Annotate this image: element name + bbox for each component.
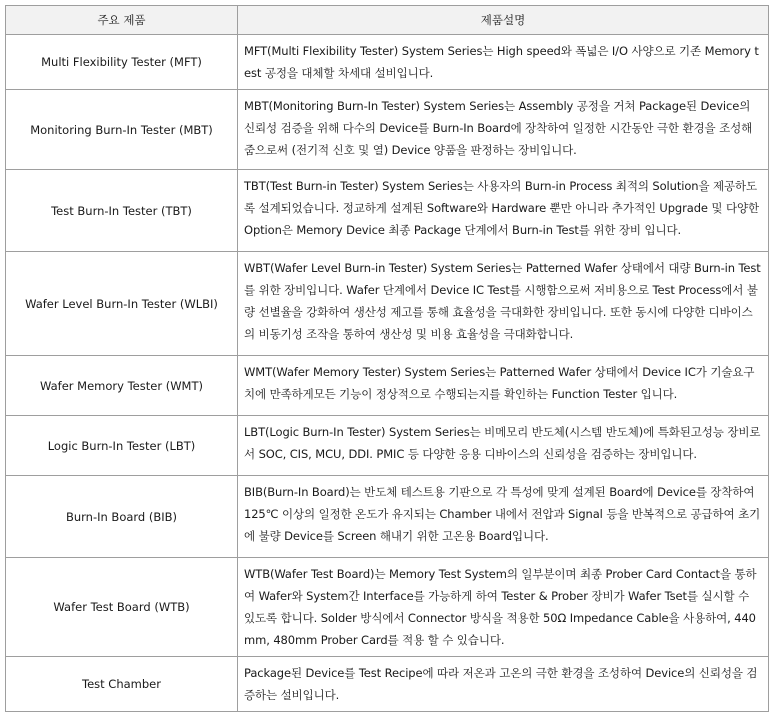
- table-header-row: [6, 6, 769, 35]
- product-name: Wafer Level Burn-In Tester (WLBI): [6, 252, 238, 356]
- product-description: WBT(Wafer Level Burn-in Tester) System Series는 Patterned Wafer 상태에서 대량 Burn-in Test를 위한 장비입니다. Wafer 단계에서 Device IC Test를 시행함으로써 저비용으로 Test Process에서 불량 선별율을 강화하여 생산성 제고를 통해 효율성을 극대화한 장비입니다. 또한 동시에 다양한 디바이스의 비동기성 조작을 통하여 생산성 및 비용 효율성을 극대화합니다.: [238, 252, 769, 356]
- product-name: Test Chamber: [6, 657, 238, 712]
- table-row: [6, 416, 769, 476]
- product-description: WTB(Wafer Test Board)는 Memory Test System의 일부분이며 최종 Prober Card Contact을 통하여 Wafer와 System간 Interface를 가능하게 하여 Tester & Prober 장비가 Wafer Tset를 실시할 수 있도록 합니다. Solder 방식에서 Connector 방식을 적용한 50Ω Impedance Cable을 사용하여, 440 mm, 480mm Prober Card를 적용 할 수 있습니다.: [238, 558, 769, 657]
- table-row: [6, 252, 769, 356]
- table-row: [6, 170, 769, 252]
- header-product-description: 제품설명: [238, 6, 769, 35]
- product-description: MFT(Multi Flexibility Tester) System Series는 High speed와 폭넓은 I/O 사양으로 기존 Memory test 공정을 대체할 차세대 설비입니다.: [238, 35, 769, 90]
- product-name: Multi Flexibility Tester (MFT): [6, 35, 238, 90]
- table-row: [6, 90, 769, 170]
- product-description: Package된 Device를 Test Recipe에 따라 저온과 고온의 극한 환경을 조성하여 Device의 신뢰성을 검증하는 설비입니다.: [238, 657, 769, 712]
- product-name: Wafer Memory Tester (WMT): [6, 356, 238, 416]
- product-description: WMT(Wafer Memory Tester) System Series는 Patterned Wafer 상태에서 Device IC가 기술요구치에 만족하게모든 기능이 정상적으로 수행되는지를 확인하는 Function Tester 입니다.: [238, 356, 769, 416]
- product-name: Burn-In Board (BIB): [6, 476, 238, 558]
- header-main-product: 주요 제품: [6, 6, 238, 35]
- product-name: Wafer Test Board (WTB): [6, 558, 238, 657]
- table-row: [6, 356, 769, 416]
- product-description: TBT(Test Burn-in Tester) System Series는 사용자의 Burn-in Process 최적의 Solution을 제공하도록 설계되었습니다. 정교하게 설계된 Software와 Hardware 뿐만 아니라 추가적인 Upgrade 및 다양한 Option은 Memory Device 최종 Package 단계에서 Burn-in Test를 위한 장비 입니다.: [238, 170, 769, 252]
- product-description: BIB(Burn-In Board)는 반도체 테스트용 기판으로 각 특성에 맞게 설계된 Board에 Device를 장착하여 125℃ 이상의 일정한 온도가 유지되는 Chamber 내에서 전압과 Signal 등을 반복적으로 공급하여 초기에 불량 Device를 Screen 해내기 위한 고온용 Board입니다.: [238, 476, 769, 558]
- product-name: Monitoring Burn-In Tester (MBT): [6, 90, 238, 170]
- product-description: MBT(Monitoring Burn-In Tester) System Series는 Assembly 공정을 거쳐 Package된 Device의 신뢰성 검증을 위해 다수의 Device를 Burn-In Board에 장착하여 일정한 시간동안 극한 환경을 조성해 줌으로써 (전기적 신호 및 열) Device 양품을 판정하는 장비입니다.: [238, 90, 769, 170]
- product-name: Logic Burn-In Tester (LBT): [6, 416, 238, 476]
- product-name: Test Burn-In Tester (TBT): [6, 170, 238, 252]
- product-table: [5, 5, 769, 712]
- table-row: [6, 476, 769, 558]
- product-description: LBT(Logic Burn-In Tester) System Series는 비메모리 반도체(시스템 반도체)에 특화된고성능 장비로서 SOC, CIS, MCU, DDI. PMIC 등 다양한 응용 디바이스의 신뢰성을 검증하는 장비입니다.: [238, 416, 769, 476]
- table-row: [6, 35, 769, 90]
- table-row: [6, 558, 769, 657]
- table-row: [6, 657, 769, 712]
